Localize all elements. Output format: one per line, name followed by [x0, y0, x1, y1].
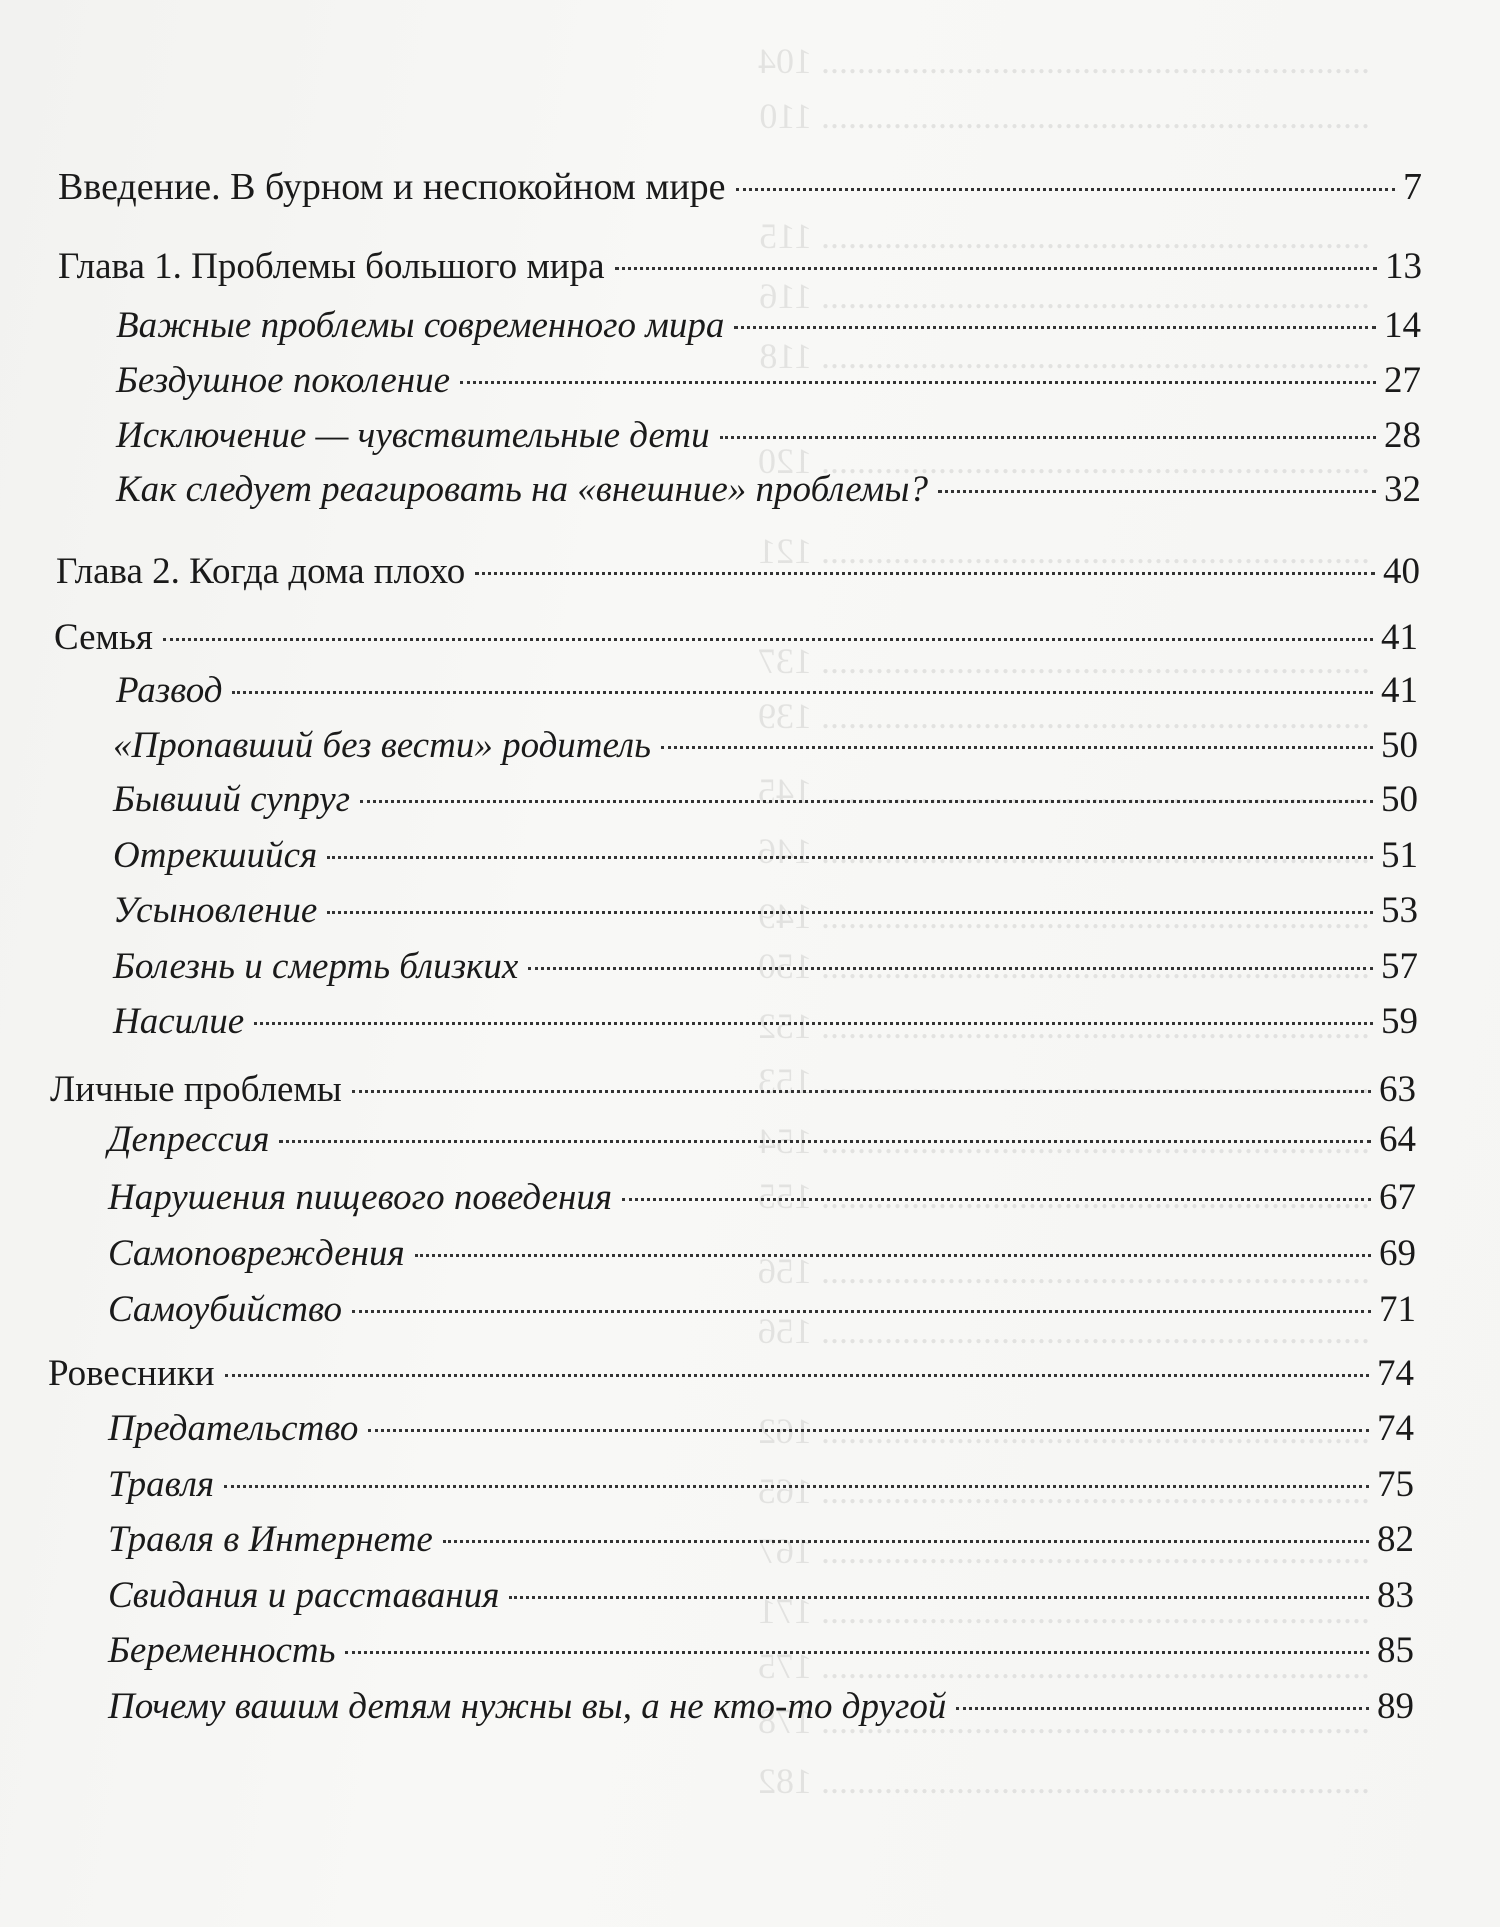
- dot-leader: [956, 1707, 1369, 1710]
- toc-entry-title: Усыновление: [113, 890, 318, 931]
- dot-leader: [254, 1022, 1373, 1025]
- dot-leader: [327, 911, 1373, 914]
- toc-entry-section: [54, 616, 1418, 660]
- toc-entry-title: Самоубийство: [108, 1289, 343, 1330]
- toc-entry-page: 89: [1377, 1686, 1414, 1727]
- toc-entry-subsection: [113, 834, 1418, 878]
- toc-entry-subsection: [116, 414, 1421, 458]
- toc-entry-page: 82: [1377, 1519, 1414, 1560]
- toc-entry-subsection: [108, 1118, 1416, 1162]
- dot-leader: [352, 1310, 1371, 1313]
- dot-leader: [368, 1429, 1369, 1432]
- toc-entry-title: Личные проблемы: [50, 1069, 342, 1110]
- dot-leader: [345, 1651, 1369, 1654]
- toc-entry-page: 7: [1403, 166, 1422, 208]
- toc-entry-title: Насилие: [113, 1001, 245, 1042]
- toc-entry-title: Глава 1. Проблемы большого мира: [58, 246, 605, 287]
- toc-entry-chapter-1: [58, 245, 1422, 289]
- toc-entry-title: Введение. В бурном и неспокойном мире: [58, 166, 726, 208]
- toc-entry-page: 63: [1379, 1069, 1416, 1110]
- dot-leader: [475, 572, 1375, 575]
- toc-entry-subsection: [116, 304, 1421, 348]
- toc-entry-title: Самоповреждения: [108, 1233, 405, 1274]
- toc-entry-page: 85: [1377, 1630, 1414, 1671]
- toc-entry-page: 57: [1381, 946, 1418, 987]
- toc-entry-subsection: [108, 1574, 1414, 1618]
- toc-entry-title: Важные проблемы современного мира: [116, 305, 725, 346]
- toc-entry-page: 32: [1384, 469, 1421, 510]
- toc-entry-title: Отрекшийся: [113, 835, 318, 876]
- dot-leader: [720, 436, 1376, 439]
- toc-entry-introduction: [58, 165, 1422, 209]
- toc-entry-section: [48, 1352, 1414, 1396]
- dot-leader: [352, 1090, 1371, 1093]
- toc-entry-title: Травля в Интернете: [108, 1519, 433, 1560]
- toc-entry-subsection: [108, 1463, 1414, 1507]
- toc-entry-page: 50: [1381, 725, 1418, 766]
- toc-entry-title: Нарушения пищевого поведения: [108, 1177, 613, 1218]
- toc-entry-title: Глава 2. Когда дома плохо: [56, 551, 466, 592]
- toc-entry-page: 74: [1377, 1408, 1414, 1449]
- toc-entry-subsection: [108, 1407, 1414, 1451]
- dot-leader: [279, 1140, 1371, 1143]
- toc-entry-page: 64: [1379, 1119, 1416, 1160]
- toc-entry-title: Семья: [54, 617, 153, 658]
- dot-leader: [938, 490, 1376, 493]
- toc-entry-title: Развод: [116, 670, 223, 711]
- toc-entry-page: 28: [1384, 415, 1421, 456]
- dot-leader: [232, 691, 1373, 694]
- toc-entry-page: 50: [1381, 779, 1418, 820]
- toc-entry-page: 51: [1381, 835, 1418, 876]
- toc-entry-title: Бывший супруг: [113, 779, 351, 820]
- dot-leader: [163, 638, 1373, 641]
- toc-entry-page: 83: [1377, 1575, 1414, 1616]
- toc-entry-chapter-2: [56, 550, 1420, 594]
- toc-entry-title: «Пропавший без вести» родитель: [113, 725, 651, 766]
- dot-leader: [225, 1374, 1369, 1377]
- toc-entry-subsection: [116, 359, 1421, 403]
- toc-entry-subsection: [116, 669, 1418, 713]
- toc-entry-title: Предательство: [108, 1408, 359, 1449]
- dot-leader: [327, 856, 1373, 859]
- toc-entry-title: Исключение — чувствительные дети: [116, 415, 710, 456]
- toc-entry-page: 53: [1381, 890, 1418, 931]
- toc-entry-title: Свидания и расставания: [108, 1575, 500, 1616]
- dot-leader: [443, 1540, 1369, 1543]
- toc-entry-subsection: [113, 1000, 1418, 1044]
- toc-entry-page: 71: [1379, 1289, 1416, 1330]
- toc-entry-subsection: [108, 1232, 1416, 1276]
- dot-leader: [509, 1596, 1369, 1599]
- toc-entry-title: Почему вашим детям нужны вы, а не кто-то другой: [108, 1686, 947, 1727]
- toc-entry-subsection: [108, 1685, 1414, 1729]
- dot-leader: [661, 746, 1373, 749]
- toc-entry-page: 75: [1377, 1464, 1414, 1505]
- toc-entry-title: Как следует реагировать на «внешние» проблемы?: [116, 469, 928, 510]
- dot-leader: [622, 1198, 1371, 1201]
- dot-leader: [224, 1485, 1369, 1488]
- dot-leader: [460, 381, 1376, 384]
- toc-entry-title: Болезнь и смерть близких: [113, 946, 519, 987]
- toc-entry-page: 69: [1379, 1233, 1416, 1274]
- dot-leader: [360, 800, 1373, 803]
- toc-entry-subsection: [113, 724, 1418, 768]
- toc-entry-page: 13: [1385, 246, 1422, 287]
- toc-entry-page: 41: [1381, 617, 1418, 658]
- toc-entry-page: 14: [1384, 305, 1421, 346]
- toc-entry-subsection: [108, 1518, 1414, 1562]
- dot-leader: [736, 188, 1395, 191]
- toc-entry-subsection: [113, 778, 1418, 822]
- toc-entry-title: Бездушное поколение: [116, 360, 451, 401]
- toc-entry-subsection: [108, 1629, 1414, 1673]
- toc-entry-page: 27: [1384, 360, 1421, 401]
- dot-leader: [415, 1254, 1371, 1257]
- toc-entry-subsection: [113, 889, 1418, 933]
- toc-entry-section: [50, 1068, 1416, 1112]
- toc-entry-title: Травля: [108, 1464, 215, 1505]
- toc-entry-page: 74: [1377, 1353, 1414, 1394]
- toc-entry-title: Депрессия: [108, 1119, 270, 1160]
- toc-entry-subsection: [113, 945, 1418, 989]
- toc-entry-title: Ровесники: [48, 1353, 215, 1394]
- toc-entry-subsection: [108, 1288, 1416, 1332]
- toc-entry-subsection: [116, 468, 1421, 512]
- show-through-background: ............................................................. 104 ............................................................. 110 ............................................................. 115 ............................................................. 116 ............................................................. 118 ............................................................. 120 ............................................................. 121 ............................................................. 137 ............................................................. 139 ............................................................. 145 ............................................................. 146 ............................................................. 149 ............................................................. 150 ............................................................. 152 ............................................................. 153 ............................................................. 154 ............................................................. 155 ............................................................. 156 ............................................................. 156 ............................................................. 162 ............................................................. 165 ............................................................. 167 ............................................................. 171 ............................................................. 175 ............................................................. 178 ............................................................. 182: [758, 41, 1370, 1801]
- dot-leader: [734, 326, 1376, 329]
- dot-leader: [615, 267, 1378, 270]
- toc-entry-subsection: [108, 1176, 1416, 1220]
- toc-entry-page: 41: [1381, 670, 1418, 711]
- toc-entry-page: 59: [1381, 1001, 1418, 1042]
- toc-entry-page: 40: [1383, 551, 1420, 592]
- dot-leader: [528, 967, 1373, 970]
- toc-entry-page: 67: [1379, 1177, 1416, 1218]
- toc-entry-title: Беременность: [108, 1630, 336, 1671]
